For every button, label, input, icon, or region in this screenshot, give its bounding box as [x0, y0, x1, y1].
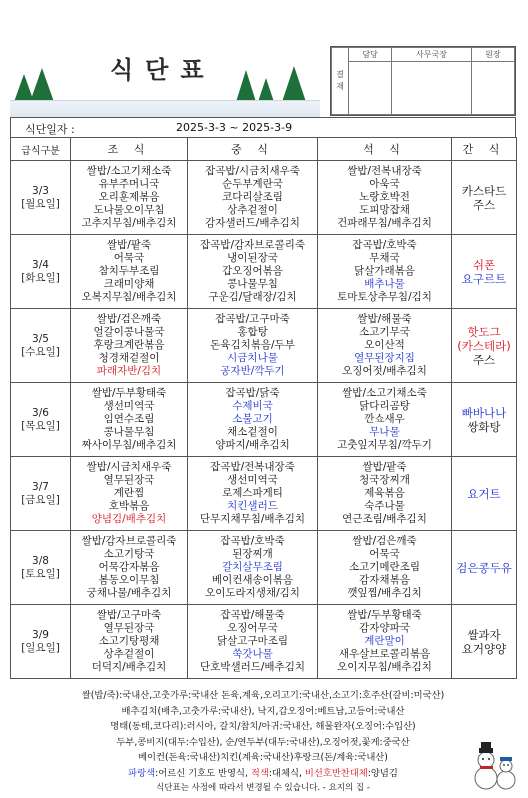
lunch-item: 로제스파게티 [222, 487, 283, 499]
day-weekday: [토요일] [21, 567, 60, 580]
dinner-cell [318, 383, 452, 457]
menu-row [11, 309, 517, 383]
dinner-item: 숙주나물 [364, 500, 405, 512]
dinner-item: 소고기무국 [359, 326, 410, 338]
footer [10, 688, 516, 797]
lunch-item: 양파지/배추김치 [215, 439, 290, 451]
pine-tree-icon [258, 78, 274, 102]
menu-body [11, 161, 517, 679]
dinner-item: 오이산적 [364, 339, 405, 351]
breakfast-item: 쌀밥/감자브로콜리죽 [81, 535, 177, 547]
legend-green-desc: :양념김 [367, 767, 398, 779]
breakfast-item: 상추겉절이 [103, 648, 155, 660]
breakfast-item: 쌀밥/소고기채소죽 [86, 165, 172, 177]
breakfast-item: 후랑크계란볶음 [93, 339, 165, 351]
day-date: 3/9 [32, 628, 49, 641]
snow-ground [10, 100, 320, 117]
approval-sign-head [471, 62, 514, 115]
dinner-item: 청국장찌개 [359, 474, 410, 486]
snowman-icon [470, 740, 518, 792]
breakfast-item: 열무된장국 [103, 622, 155, 634]
dinner-item: 깻잎찜/배추김치 [347, 587, 422, 599]
lunch-item: 수제비국 [232, 400, 273, 412]
dinner-item: 감자양파국 [359, 622, 410, 634]
lunch-cell [188, 605, 318, 679]
breakfast-cell [71, 161, 188, 235]
day-cell [11, 383, 71, 457]
lunch-cell [188, 235, 318, 309]
day-cell [11, 235, 71, 309]
lunch-item: 상추겉절이 [227, 204, 278, 216]
lunch-item: 잡곡밥/전복내장죽 [210, 461, 295, 473]
day-cell [11, 605, 71, 679]
menu-row [11, 161, 517, 235]
breakfast-item: 생선미역국 [103, 400, 155, 412]
legend-line [10, 766, 516, 782]
lunch-item: 오징어무국 [227, 622, 278, 634]
lunch-item: 쑥갓나물 [232, 648, 273, 660]
dinner-item: 제육볶음 [364, 487, 405, 499]
dinner-item: 무채국 [369, 252, 400, 264]
header-banner [10, 44, 320, 116]
snack-cell [452, 457, 517, 531]
lunch-cell [188, 309, 318, 383]
breakfast-item: 쌀밥/두부황태죽 [91, 387, 167, 399]
breakfast-item: 파래자반/김치 [96, 365, 162, 377]
lunch-item: 단무지채무침/배추김치 [200, 513, 305, 525]
dinner-item: 쌀밥/소고기채소죽 [342, 387, 427, 399]
dinner-item: 고춧잎지무침/깍두기 [337, 439, 432, 451]
dinner-cell [318, 605, 452, 679]
lunch-item: 생선미역국 [227, 474, 278, 486]
lunch-item: 채소겉절이 [227, 426, 278, 438]
dinner-item: 어묵국 [369, 548, 400, 560]
dinner-item: 닭살가래볶음 [354, 265, 415, 277]
dinner-item: 도피망잡채 [359, 204, 410, 216]
day-date: 3/3 [32, 184, 49, 197]
day-weekday: [금요일] [21, 493, 60, 506]
dinner-item: 쌀밥/두부황태죽 [347, 609, 422, 621]
lunch-item: 잡곡밥/닭죽 [225, 387, 280, 399]
day-cell [11, 309, 71, 383]
lunch-item: 잡곡밥/해물죽 [220, 609, 285, 621]
day-weekday: [수요일] [21, 345, 60, 358]
legend-blue-desc: :어르신 기호도 반영식, [155, 767, 248, 779]
lunch-item: 공자반/깍두기 [220, 365, 285, 377]
footer-note: 식단표는 사정에 따라서 변경될 수 있습니다. - 요지의 집 - [156, 783, 370, 793]
breakfast-cell [71, 531, 188, 605]
legend-red-label: 적색 [250, 767, 269, 779]
origin-line: 명태(동태,코다리):러시아, 갈치/참치/아귀:국내산, 해물완자(오징어:수입산) [110, 721, 416, 732]
breakfast-cell [71, 605, 188, 679]
breakfast-item: 쌀밥/검은깨죽 [96, 313, 162, 325]
snack-cell [452, 161, 517, 235]
pine-tree-icon [282, 66, 306, 102]
dinner-cell [318, 309, 452, 383]
dinner-item: 감자채볶음 [359, 574, 410, 586]
lunch-cell [188, 531, 318, 605]
snack-item: 쌍화탕 [467, 419, 501, 434]
lunch-cell [188, 161, 318, 235]
lunch-item: 순두부계란국 [222, 178, 283, 190]
snack-item: 주스 [472, 352, 496, 367]
lunch-item: 냉이된장국 [227, 252, 278, 264]
menu-row [11, 605, 517, 679]
dinner-item: 쌀밥/해물죽 [357, 313, 412, 325]
approval-col-director-office: 사무국장 [392, 48, 471, 62]
snack-item: 빠바나나 [461, 405, 507, 420]
lunch-item: 감자샐러드/배추김치 [205, 217, 300, 229]
date-row [10, 117, 516, 137]
lunch-item: 구운김/달래장/김치 [208, 291, 297, 303]
breakfast-cell [71, 383, 188, 457]
snack-item: 요거트 [467, 486, 501, 501]
dinner-item: 오징어젓/배추김치 [342, 365, 427, 377]
day-date: 3/4 [32, 258, 49, 271]
header-meal-type: 급식구분 [11, 138, 71, 161]
lunch-item: 닭살고구마조림 [216, 635, 288, 647]
menu-row [11, 235, 517, 309]
approval-col-head: 원장 [471, 48, 514, 62]
date-range: 2025-3-3 ~ 2025-3-9 [176, 121, 293, 134]
lunch-item: 베이컨새송이볶음 [211, 574, 294, 586]
snack-item: 카스타드 [461, 183, 507, 198]
lunch-item: 잡곡밥/호박죽 [220, 535, 285, 547]
lunch-item: 잡곡밥/감자브로콜리죽 [200, 239, 305, 251]
origin-line: 베이컨(돈육:국내산)치킨(계육:국내산)후랑크(돈/계육:국내산) [138, 752, 388, 763]
breakfast-item: 임연수조림 [103, 413, 155, 425]
snack-item: 핫도그 [467, 324, 501, 339]
breakfast-item: 소고기탕국 [103, 548, 155, 560]
breakfast-cell [71, 235, 188, 309]
lunch-item: 돈육김치볶음/두부 [210, 339, 295, 351]
dinner-cell [318, 235, 452, 309]
day-date: 3/7 [32, 480, 49, 493]
snack-item: 검은콩두유 [456, 560, 512, 575]
menu-table [10, 137, 517, 679]
breakfast-item: 호박볶음 [108, 500, 150, 512]
breakfast-item: 양념김/배추김치 [91, 513, 167, 525]
lunch-item: 단호박샐러드/배추김치 [200, 661, 305, 673]
day-cell [11, 457, 71, 531]
breakfast-item: 콩나물무침 [103, 426, 155, 438]
dinner-item: 쌀밥/팥죽 [362, 461, 407, 473]
breakfast-item: 도나물오이무침 [93, 204, 165, 216]
legend-red-desc: :대체식, [268, 767, 302, 779]
snack-item: 요구르트 [461, 271, 507, 286]
snack-cell [452, 383, 517, 457]
breakfast-item: 어묵국 [113, 252, 145, 264]
dinner-cell [318, 531, 452, 605]
header-snack: 간 식 [452, 138, 517, 161]
dinner-item: 계란말이 [364, 635, 405, 647]
breakfast-item: 어묵감자볶음 [98, 561, 160, 573]
day-weekday: [화요일] [21, 271, 60, 284]
menu-header-row [11, 138, 517, 161]
lunch-item: 소불고기 [232, 413, 273, 425]
origin-line: 배추김치(배추,고춧가루:국내산), 낙지,갑오징어:베트남,고등어:국내산 [121, 705, 405, 717]
lunch-item: 오이도라지생채/김치 [205, 587, 300, 599]
lunch-item: 시금치나물 [227, 352, 278, 364]
header-dinner: 석 식 [318, 138, 452, 161]
lunch-item: 잡곡밥/시금치새우죽 [205, 165, 300, 177]
day-date: 3/8 [32, 554, 49, 567]
breakfast-item: 열무된장국 [103, 474, 155, 486]
lunch-cell [188, 383, 318, 457]
dinner-item: 소고기메란조림 [348, 561, 420, 573]
day-cell [11, 531, 71, 605]
legend-blue-label: 파랑색 [128, 767, 156, 779]
lunch-item: 갈치살무조림 [222, 561, 283, 573]
page-title: 식단표 [110, 56, 216, 84]
day-date: 3/5 [32, 332, 49, 345]
breakfast-item: 참치두부조림 [98, 265, 160, 277]
snack-item: 쉬폰 [472, 257, 496, 272]
lunch-item: 콩나물무침 [227, 278, 278, 290]
day-date: 3/6 [32, 406, 49, 419]
snack-item: (카스테라) [457, 338, 511, 353]
lunch-item: 치킨샐러드 [227, 500, 278, 512]
header-lunch: 중 식 [188, 138, 318, 161]
dinner-item: 열무된장지짐 [354, 352, 415, 364]
dinner-cell [318, 457, 452, 531]
breakfast-item: 유부주머니국 [98, 178, 160, 190]
dinner-cell [318, 161, 452, 235]
dinner-item: 아욱국 [369, 178, 400, 190]
dinner-item: 닭다리곰탕 [359, 400, 410, 412]
breakfast-item: 계란찜 [113, 487, 145, 499]
origin-line: 두부,콩비지(대두:수입산), 순/연두부(대두:국내산),오징어젓,꽃게:중국산 [116, 736, 410, 748]
snack-cell [452, 605, 517, 679]
dinner-item: 토마토상추무침/김치 [337, 291, 432, 303]
dinner-item: 연근조림/배추김치 [342, 513, 427, 525]
lunch-item: 갑오징어볶음 [222, 265, 283, 277]
approval-sign-director-office [392, 62, 471, 115]
snack-cell [452, 531, 517, 605]
dinner-item: 새우살브로콜리볶음 [338, 648, 431, 660]
lunch-item: 된장찌개 [232, 548, 273, 560]
day-weekday: [목요일] [21, 419, 60, 432]
dinner-item: 쌀밥/검은깨죽 [352, 535, 417, 547]
approval-sign-manager [349, 62, 392, 115]
date-label: 식단일자 : [25, 123, 75, 136]
breakfast-item: 크래미양채 [103, 278, 155, 290]
pine-tree-icon [30, 68, 54, 102]
lunch-item: 코다리살조림 [222, 191, 283, 203]
breakfast-item: 청경채겉절이 [98, 352, 160, 364]
breakfast-item: 오리훈제볶음 [98, 191, 160, 203]
breakfast-item: 짜사이무침/배추김치 [81, 439, 177, 451]
breakfast-item: 고추지무침/배추김치 [81, 217, 177, 229]
approval-col-manager: 담당 [349, 48, 392, 62]
breakfast-cell [71, 457, 188, 531]
menu-row [11, 383, 517, 457]
breakfast-item: 궁채나물/배추김치 [86, 587, 172, 599]
approval-box [330, 46, 516, 116]
lunch-cell [188, 457, 318, 531]
breakfast-item: 쌀밥/고구마죽 [96, 609, 162, 621]
dinner-item: 오이지무침/배추김치 [337, 661, 432, 673]
breakfast-item: 봄동오이무침 [98, 574, 160, 586]
dinner-item: 잡곡밥/호박죽 [352, 239, 417, 251]
snack-item: 주스 [472, 197, 496, 212]
snack-item: 쌀과자 [467, 627, 501, 642]
snack-item: 요거양양 [461, 641, 507, 656]
dinner-item: 건파래무침/배추김치 [337, 217, 432, 229]
breakfast-cell [71, 309, 188, 383]
breakfast-item: 더덕지/배추김치 [91, 661, 167, 673]
breakfast-item: 쌀밥/팥죽 [106, 239, 152, 251]
menu-row [11, 531, 517, 605]
origin-line: 쌀(밥/죽):국내산,고춧가루:국내산 돈육,계육,오리고기:국내산,소고기:호주산(갈비:미국산) [81, 690, 445, 701]
dinner-item: 노랑호박전 [359, 191, 410, 203]
breakfast-item: 쌀밥/시금치새우죽 [86, 461, 172, 473]
header-breakfast: 조 식 [71, 138, 188, 161]
breakfast-item: 소고기탕평채 [98, 635, 160, 647]
approval-side-label: 결재 [332, 48, 349, 115]
lunch-item: 잡곡밥/고구마죽 [215, 313, 290, 325]
pine-tree-icon [236, 70, 256, 102]
breakfast-item: 오복지무침/배추김치 [81, 291, 177, 303]
menu-row [11, 457, 517, 531]
dinner-item: 쌀밥/전복내장죽 [347, 165, 422, 177]
breakfast-item: 얼갈이콩나물국 [93, 326, 165, 338]
day-weekday: [월요일] [21, 197, 60, 210]
legend-green-label: 비선호반찬대체 [304, 767, 368, 779]
dinner-item: 배추나물 [364, 278, 405, 290]
snack-cell [452, 235, 517, 309]
dinner-item: 무나물 [369, 426, 400, 438]
lunch-item: 홍합탕 [237, 326, 268, 338]
day-cell [11, 161, 71, 235]
day-weekday: [일요일] [21, 641, 60, 654]
dinner-item: 깐쇼새우 [364, 413, 405, 425]
snack-cell [452, 309, 517, 383]
